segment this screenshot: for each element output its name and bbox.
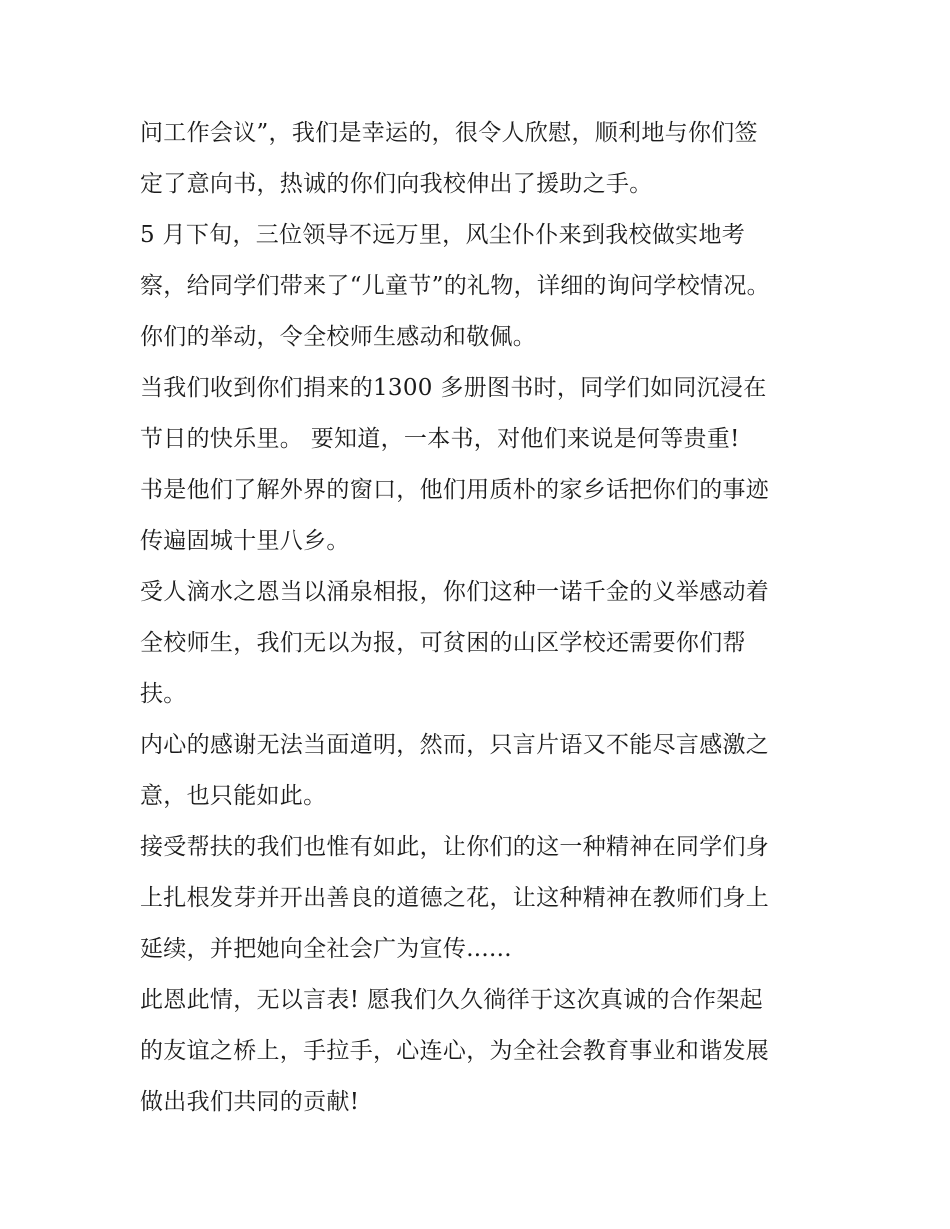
text-line: 内心的感谢无法当面道明，然而，只言片语又不能尽言感激之: [140, 732, 770, 758]
text-line: 全校师生，我们无以为报，可贫困的山区学校还需要你们帮: [140, 630, 746, 656]
paragraph: [140, 210, 820, 363]
text-line: 此恩此情，无以言表! 愿我们久久徜徉于这次真诚的合作架起: [140, 987, 763, 1013]
paragraph: [140, 975, 820, 1128]
text-line: 上扎根发芽并开出善良的道德之花，让这种精神在教师们身上: [140, 885, 770, 911]
text-line: 你们的举动，令全校师生感动和敬佩。: [140, 324, 537, 350]
text-line: 问工作会议”，我们是幸运的，很令人欣慰，顺利地与你们签: [140, 120, 758, 146]
paragraph: [140, 108, 820, 210]
paragraph: [140, 720, 820, 822]
text-line: 5 月下旬，三位领导不远万里，风尘仆仆来到我校做实地考: [140, 222, 746, 248]
text-line: 察，给同学们带来了“儿童节”的礼物，详细的询问学校情况。: [140, 273, 770, 299]
paragraph: [140, 465, 820, 567]
text-line: 的友谊之桥上，手拉手，心连心，为全社会教育事业和谐发展: [140, 1038, 770, 1064]
text-line: 传遍固城十里八乡。: [140, 528, 350, 554]
text-line: 做出我们共同的贡献!: [140, 1089, 360, 1115]
text-line: 节日的快乐里。 要知道，一本书，对他们来说是何等贵重!: [140, 426, 740, 452]
text-line: 扶。: [140, 681, 187, 707]
text-line: 书是他们了解外界的窗口，他们用质朴的家乡话把你们的事迹: [140, 477, 770, 503]
document-body: [140, 108, 820, 1128]
paragraph: [140, 567, 820, 720]
text-line: 接受帮扶的我们也惟有如此，让你们的这一种精神在同学们身: [140, 834, 770, 860]
text-line: 当我们收到你们捐来的1300 多册图书时，同学们如同沉浸在: [140, 375, 767, 401]
text-line: 定了意向书，热诚的你们向我校伸出了援助之手。: [140, 171, 653, 197]
text-line: 延续，并把她向全社会广为宣传......: [140, 936, 512, 962]
paragraph: [140, 363, 820, 465]
paragraph: [140, 822, 820, 975]
text-line: 受人滴水之恩当以涌泉相报，你们这种一诺千金的义举感动着: [140, 579, 770, 605]
text-line: 意，也只能如此。: [140, 783, 327, 809]
